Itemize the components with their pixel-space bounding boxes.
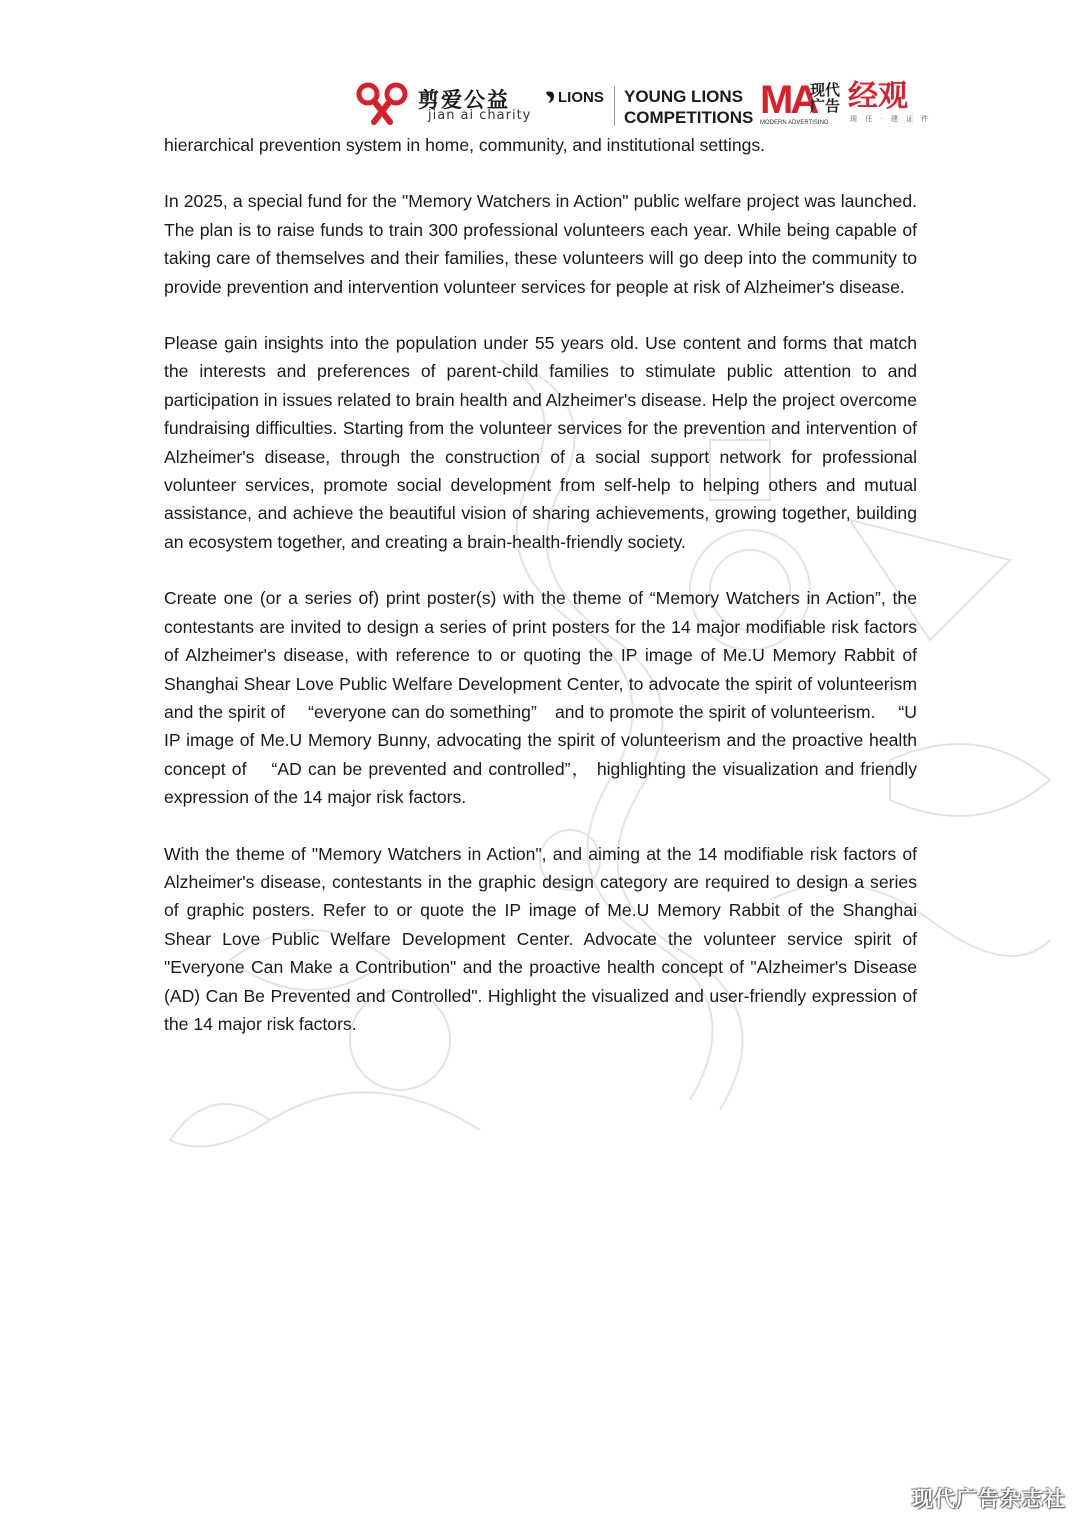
scissors-logo-icon (356, 82, 408, 128)
young-lions-line-2: COMPETITIONS (624, 108, 754, 127)
jingguan-logo-subtitle: 现 任 · 建 证 件 (850, 115, 932, 123)
paragraph-5: With the theme of "Memory Watchers in Action", and aiming at the 14 modifiable risk factors of Alzheimer's disease, contestants in the graphic design category are required to design a series of graphic posters. Refer to or quote the IP image of Me.U Memory Rabbit of the Shanghai Shear Love Public Welfare Development Center. Advocate the volunteer service spirit of "Everyone Can Make a Contribution" and the proactive health concept of "Alzheimer's Disease (AD) Can Be Prevented and Controlled". Highlight the visualized and user-friendly expression of the 14 major risk factors. (164, 843, 917, 1034)
paragraph-4: Create one (or a series of) print poster(s) with the theme of “Memory Watchers in Action”, the contestants are invited to design a series of print posters for the 14 major modifiable risk factors of Alzheimer's disease, with reference to or quoting the IP image of Me.U Memory Rabbit of Shanghai Shear Love Public Welfare Development Center, to advocate the spirit of volunteerism and the spirit of “everyone can do something” and to promote the spirit of volunteerism. “U IP image of Me.U Memory Bunny, advocating the spirit of volunteerism and the proactive health concept of “AD can be prevented and controlled”， highlighting the visualization and friendly expression of the 14 major risk factors. (164, 588, 917, 808)
lions-logo-text: LIONS (558, 89, 604, 106)
paragraph-2: In 2025, a special fund for the "Memory Watchers in Action" public welfare project was launched. The plan is to raise funds to train 300 professional volunteers each year. While being capable of taking care of themselves and their families, these volunteers will go deep into the community to provide prevention and intervention volunteer services for people at risk of Alzheimer's disease. (164, 191, 917, 297)
document-body (164, 131, 917, 1066)
modern-advertising-english-name: MODERN ADVERTISING (760, 120, 829, 126)
paragraph-3: Please gain insights into the population under 55 years old. Use content and forms that match the interests and preferences of parent-child families to stimulate public attention to and participation in issues related to brain health and Alzheimer's disease. Help the project overcome fundraising difficulties. Starting from the volunteer services for the prevention and intervention of Alzheimer's disease, through the construction of a social support network for professional volunteer services, promote social development from self-help to helping others and mutual assistance, and achieve the beautiful vision of sharing achievements, growing together, building an ecosystem together, and creating a brain-health-friendly society. (164, 333, 917, 552)
lions-logo (544, 89, 604, 106)
header-divider (614, 86, 615, 126)
modern-advertising-chinese-name: 现代广告 (810, 81, 841, 115)
modern-advertising-ma-letters: MA (760, 78, 817, 122)
jianai-charity-chinese-name: 剪爱公益 (418, 88, 510, 112)
paragraph-1: hierarchical prevention system in home, community, and institutional settings. (164, 135, 766, 155)
young-lions-competitions-logo (624, 86, 753, 128)
young-lions-line-1: YOUNG LIONS (624, 87, 744, 106)
header-logo-bar (356, 78, 932, 130)
jianai-charity-english-name: jian ai charity (428, 108, 532, 123)
modern-advertising-logo (760, 80, 844, 128)
lion-head-icon (544, 90, 556, 104)
jingguan-logo: 经观 (848, 79, 908, 114)
publisher-signature-watermark: 现代广告杂志社 (912, 1487, 1066, 1511)
